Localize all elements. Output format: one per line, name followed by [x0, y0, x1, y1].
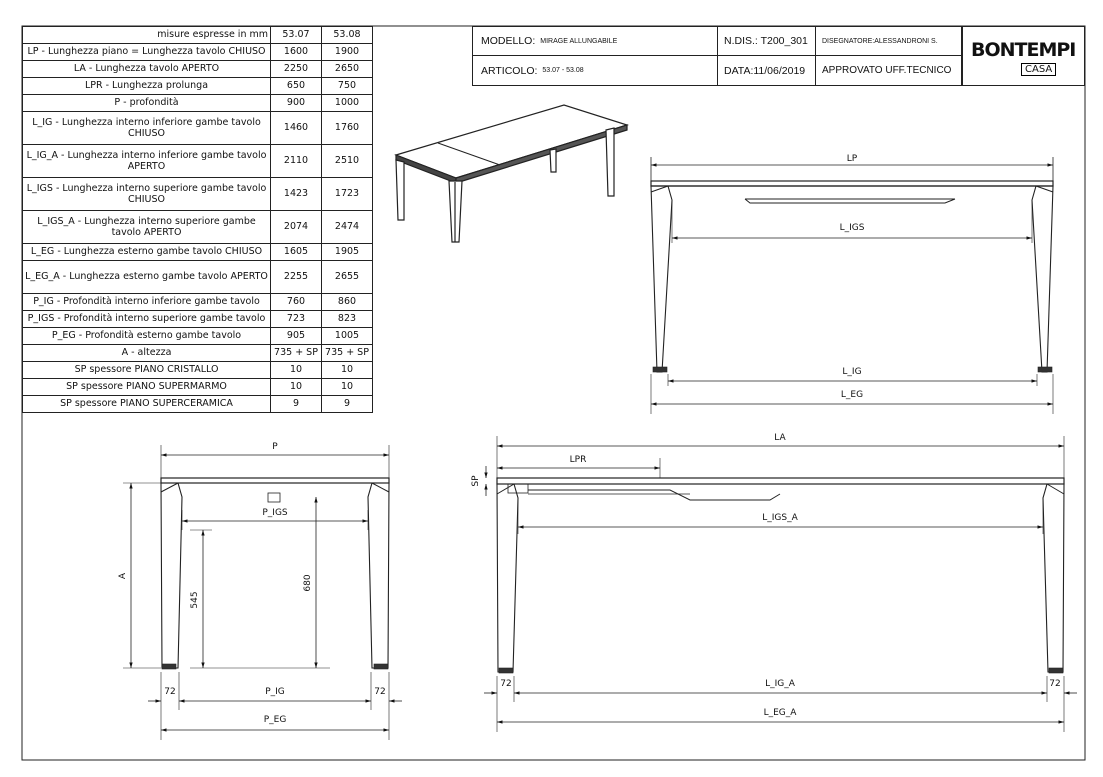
dim-545-label: 545 — [190, 591, 200, 609]
dimension-label-cell: P_EG - Profondità esterno gambe tavolo — [23, 328, 271, 345]
dimension-label-cell: P_IGS - Profondità interno superiore gambe tavolo — [23, 311, 271, 328]
articolo-label: ARTICOLO: — [481, 64, 538, 77]
dimension-label-cell: LA - Lunghezza tavolo APERTO — [23, 61, 271, 78]
dimension-value-cell: 9 — [322, 396, 373, 413]
dimension-value-cell: 900 — [271, 95, 322, 112]
dimension-label-cell: LPR - Lunghezza prolunga — [23, 78, 271, 95]
dimension-value-cell: 2250 — [271, 61, 322, 78]
table-row — [23, 244, 373, 261]
modello-cell — [473, 27, 718, 56]
dimension-label-cell: L_EG - Lunghezza esterno gambe tavolo CHIUSO — [23, 244, 271, 261]
dimension-value-cell: 9 — [271, 396, 322, 413]
dimension-value-cell: 823 — [322, 311, 373, 328]
dim-l-eg-a-label: L_EG_A — [763, 708, 797, 718]
dim-p-label: P — [272, 442, 278, 452]
table-row — [23, 145, 373, 178]
dim-72-open-right-label: 72 — [1049, 679, 1061, 689]
dim-p-ig-label: P_IG — [265, 687, 285, 697]
dimension-value-cell: 760 — [271, 294, 322, 311]
dimension-value-cell: 735 + SP — [271, 345, 322, 362]
table-row — [23, 261, 373, 294]
dimension-value-cell: 1423 — [271, 178, 322, 211]
dimension-label-cell: L_EG_A - Lunghezza esterno gambe tavolo APERTO — [23, 261, 271, 294]
table-row — [23, 95, 373, 112]
modello-label: MODELLO: — [481, 35, 536, 47]
modello-value: MIRAGE ALLUNGABILE — [540, 37, 618, 45]
dimension-label-cell: P_IG - Profondità interno inferiore gambe tavolo — [23, 294, 271, 311]
bontempi-logo — [962, 26, 1085, 86]
dimension-value-cell: 2650 — [322, 61, 373, 78]
dimension-label-cell: L_IG - Lunghezza interno inferiore gambe tavolo CHIUSO — [23, 112, 271, 145]
dim-a-label: A — [118, 572, 128, 580]
dim-la-label: LA — [774, 433, 786, 443]
dimension-value-cell: 1005 — [322, 328, 373, 345]
dim-l-eg-label: L_EG — [840, 390, 864, 400]
dimension-value-cell: 1000 — [322, 95, 373, 112]
dim-l-igs-label: L_IGS — [839, 223, 865, 233]
dimension-value-cell: 2655 — [322, 261, 373, 294]
table-row — [23, 362, 373, 379]
table-row — [23, 379, 373, 396]
dimension-value-cell: 860 — [322, 294, 373, 311]
dim-l-ig-label: L_IG — [842, 367, 862, 377]
dimension-value-cell: 2110 — [271, 145, 322, 178]
table-row — [23, 328, 373, 345]
logo-wordmark: BONTEMPI — [971, 39, 1076, 61]
dimension-value-cell: 53.07 — [271, 27, 322, 44]
dimension-label-cell: misure espresse in mm — [23, 27, 271, 44]
approvato-cell: APPROVATO UFF.TECNICO — [822, 65, 952, 76]
dim-sp-label: SP — [471, 475, 481, 487]
table-header-row — [23, 27, 373, 44]
dimension-label-cell: LP - Lunghezza piano = Lunghezza tavolo CHIUSO — [23, 44, 271, 61]
dimension-value-cell: 10 — [271, 379, 322, 396]
dimension-value-cell: 2255 — [271, 261, 322, 294]
dimension-value-cell: 1600 — [271, 44, 322, 61]
dimension-value-cell: 1905 — [322, 244, 373, 261]
table-row — [23, 44, 373, 61]
dimension-value-cell: 1605 — [271, 244, 322, 261]
table-row — [23, 178, 373, 211]
dimension-value-cell: 1760 — [322, 112, 373, 145]
data-cell: DATA:11/06/2019 — [718, 56, 816, 85]
dimension-value-cell: 2074 — [271, 211, 322, 244]
dimension-label-cell: SP spessore PIANO CRISTALLO — [23, 362, 271, 379]
dimension-value-cell: 10 — [271, 362, 322, 379]
dimension-value-cell: 10 — [322, 379, 373, 396]
dimension-value-cell: 1900 — [322, 44, 373, 61]
dim-p-igs-label: P_IGS — [262, 508, 288, 518]
dimension-value-cell: 723 — [271, 311, 322, 328]
dim-72-open-left-label: 72 — [500, 679, 512, 689]
dim-l-igs-a-label: L_IGS_A — [762, 513, 798, 523]
table-perspective-view — [396, 105, 627, 242]
dim-lpr-label: LPR — [569, 455, 587, 465]
dimension-label-cell: A - altezza — [23, 345, 271, 362]
table-row — [23, 345, 373, 362]
logo-casa: CASA — [1021, 63, 1056, 76]
table-row — [23, 61, 373, 78]
dimension-label-cell: L_IG_A - Lunghezza interno inferiore gambe tavolo APERTO — [23, 145, 271, 178]
dimension-label-cell: L_IGS - Lunghezza interno superiore gambe tavolo CHIUSO — [23, 178, 271, 211]
dimension-value-cell: 905 — [271, 328, 322, 345]
dimension-label-cell: L_IGS_A - Lunghezza interno superiore gambe tavolo APERTO — [23, 211, 271, 244]
dim-l-ig-a-label: L_IG_A — [765, 679, 795, 689]
table-row — [23, 112, 373, 145]
dimension-value-cell: 1723 — [322, 178, 373, 211]
title-block — [472, 26, 962, 86]
table-row — [23, 311, 373, 328]
dimension-value-cell: 53.08 — [322, 27, 373, 44]
disegnatore-cell: DISEGNATORE:ALESSANDRONI S. — [816, 27, 962, 56]
ndis-cell: N.DIS.: T200_301 — [718, 27, 816, 56]
dimension-value-cell: 735 + SP — [322, 345, 373, 362]
dimension-label-cell: P - profondità — [23, 95, 271, 112]
dimension-value-cell: 750 — [322, 78, 373, 95]
dimensions-table — [22, 26, 373, 413]
dim-72-left-label: 72 — [164, 687, 176, 697]
table-row — [23, 78, 373, 95]
dim-p-eg-label: P_EG — [263, 715, 287, 725]
dim-680-label: 680 — [303, 574, 313, 592]
table-row — [23, 396, 373, 413]
table-row — [23, 294, 373, 311]
dimension-value-cell: 2474 — [322, 211, 373, 244]
dimension-label-cell: SP spessore PIANO SUPERMARMO — [23, 379, 271, 396]
dim-lp-label: LP — [846, 154, 858, 164]
table-row — [23, 211, 373, 244]
dimension-label-cell: SP spessore PIANO SUPERCERAMICA — [23, 396, 271, 413]
dimension-value-cell: 1460 — [271, 112, 322, 145]
dimension-value-cell: 2510 — [322, 145, 373, 178]
dim-72-right-label: 72 — [374, 687, 386, 697]
dimension-value-cell: 650 — [271, 78, 322, 95]
articolo-cell — [473, 56, 718, 85]
articolo-value: 53.07 - 53.08 — [542, 67, 584, 74]
dimension-value-cell: 10 — [322, 362, 373, 379]
